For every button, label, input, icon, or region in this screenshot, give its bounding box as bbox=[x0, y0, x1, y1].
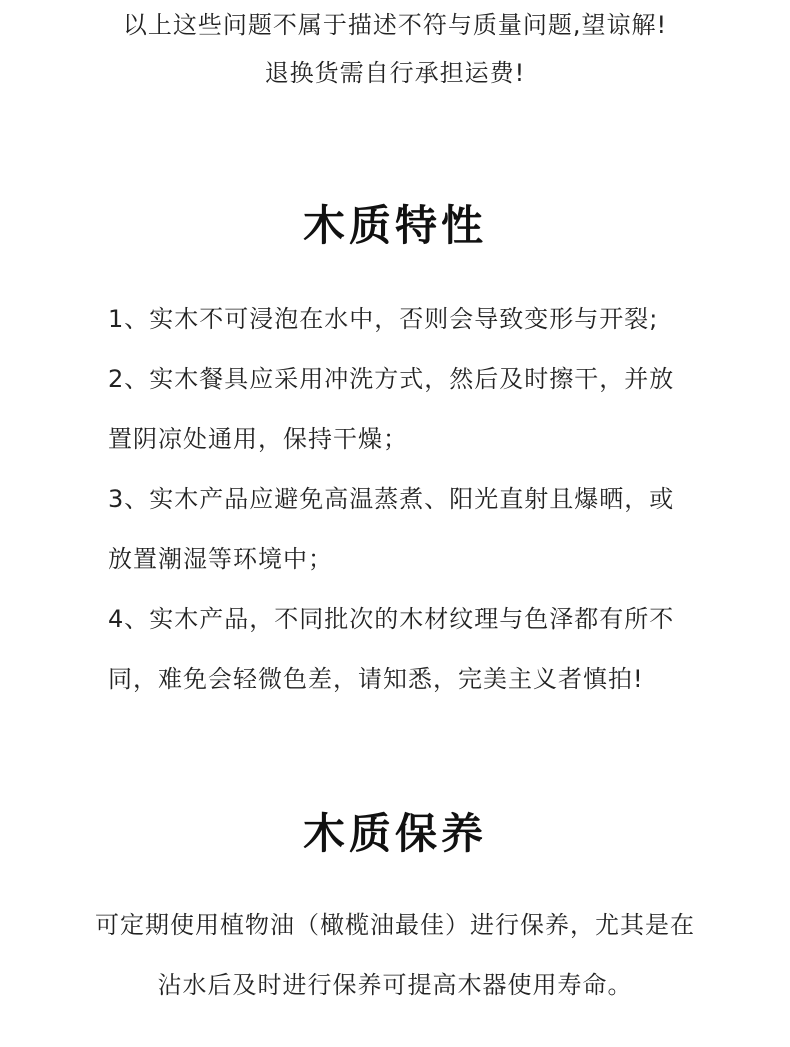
care-line-1: 可定期使用植物油（橄榄油最佳）进行保养，尤其是在 bbox=[95, 911, 695, 939]
care-line-2: 沾水后及时进行保养可提高木器使用寿命。 bbox=[157, 971, 633, 999]
property-line: 2、实木餐具应采用冲洗方式，然后及时擦干，并放 bbox=[108, 365, 675, 393]
property-line: 3、实木产品应避免高温蒸煮、阳光直射且爆晒，或 bbox=[108, 485, 675, 513]
property-line: 1、实木不可浸泡在水中，否则会导致变形与开裂; bbox=[108, 305, 659, 333]
property-line: 放置潮湿等环境中； bbox=[108, 545, 333, 573]
section-title-properties: 木质特性 bbox=[302, 201, 487, 250]
notice-line-1: 以上这些问题不属于描述不符与质量问题,望谅解! bbox=[122, 11, 668, 39]
property-line: 4、实木产品，不同批次的木材纹理与色泽都有所不 bbox=[108, 605, 675, 633]
property-line: 同，难免会轻微色差，请知悉，完美主义者慎拍! bbox=[108, 665, 644, 693]
section-title-care: 木质保养 bbox=[302, 809, 487, 858]
notice-line-2: 退换货需自行承担运费! bbox=[264, 59, 526, 87]
property-line: 置阴凉处通用，保持干燥； bbox=[108, 425, 408, 453]
